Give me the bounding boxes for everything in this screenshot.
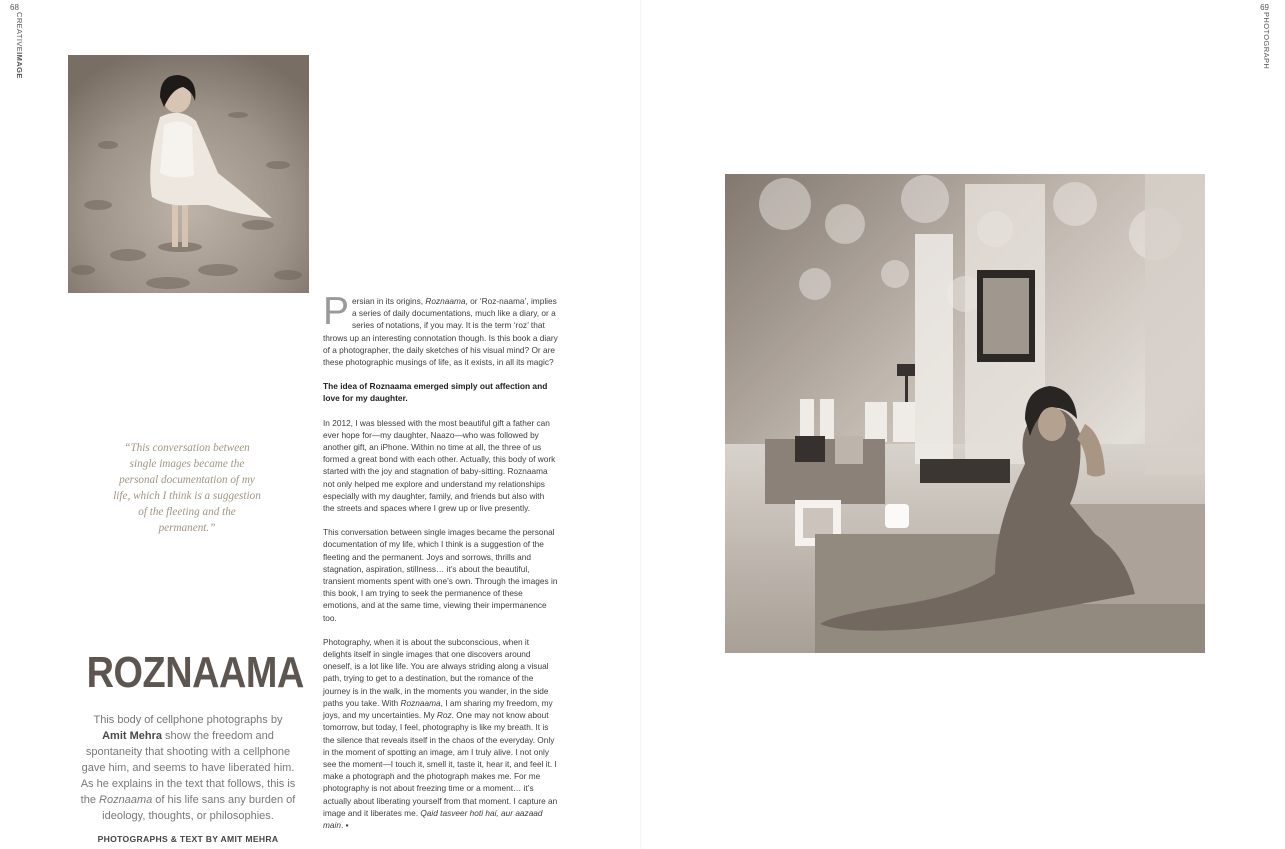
p4-text-c: , I am sharing my freedom, my joys, and my uncertainties. My — [323, 697, 553, 721]
article-body — [323, 290, 558, 843]
article-title: ROZNAAMA — [86, 648, 304, 697]
drop-cap: P — [323, 290, 350, 333]
article-deck — [80, 712, 296, 824]
p1-text-c: , or ‘Roz-naama’, implies a series of daily documentations, much like a diary, or a series of notations, if you may. It is the term ‘roz’ that throws up an interesting connotation though. Is this book a diary of a photographer, the daily sketches of his visual mind? Or are these photographic musings of life, as it exists, in all its magic? — [323, 296, 558, 368]
page-number-left: 68 — [10, 3, 19, 12]
pull-quote: “This conversation between single images became the personal documentation of my life, which I think is a suggestion of the fleeting and the permanent.” — [113, 442, 261, 534]
p4-text-d: Roz — [436, 710, 452, 721]
deck-part-3: of his life sans any burden of ideology, thoughts, or philosophies. — [102, 794, 296, 822]
woman-on-sofa-interior-photo — [725, 174, 1205, 653]
section-label-regular: CREATIVE — [15, 12, 24, 53]
body-paragraph-4 — [323, 636, 558, 831]
p4-text-g: . ▪ — [340, 819, 349, 830]
girl-on-beach-photo — [68, 55, 309, 293]
body-paragraph-1 — [323, 290, 558, 368]
deck-book: Roznaama — [99, 794, 153, 806]
page-number-right: 69 — [1260, 3, 1269, 12]
deck-part-1: This body of cellphone photographs by — [93, 714, 283, 726]
section-label-bold: IMAGE — [15, 52, 24, 79]
section-label-left — [15, 12, 24, 79]
deck-author: Amit Mehra — [102, 730, 162, 742]
p4-text-b: Roznaama — [400, 697, 441, 708]
body-paragraph-3: This conversation between single images became the personal documentation of my life, which I think is a suggestion of the fleeting and the permanent. Joys and sorrows, thrills and stagnation, aspiration, stillness… it’s about the beautiful, transient moments spent with one’s own. Through the images in this book, I am trying to seek the permanence of these emotions, and at the same time, viewing their impermanence too. — [323, 527, 558, 623]
p1-text-a: ersian in its origins, — [352, 296, 426, 306]
p1-text-b: Roznaama — [425, 296, 466, 306]
body-paragraph-2: In 2012, I was blessed with the most beautiful gift a father can ever hope for—my daughter, Naazo—who was followed by another gift, an iPhone. Within no time at all, the three of us formed a great bond with each other. Actually, this body of work started with the joy and stagnation of baby-sitting. Roznaama not only helped me explore and understand my relationships especially with my daughter, family, and friends but also with the streets and spaces where I grew up or live presently. — [323, 417, 556, 514]
byline-credit: PHOTOGRAPHS & TEXT BY AMIT MEHRA — [97, 834, 279, 844]
p4-text-a: Photography, when it is about the subconscious, when it delights itself in single images that one discovers around oneself, is a lot like life. You are always striding along a visual path, trying to get to a destination, but the romance of the journey is in the walk, in the moments you wander, in the side paths you take. With — [323, 636, 549, 708]
p4-text-f: Qaid tasveer hoti hai, aur aazaad main — [323, 807, 543, 830]
deck-part-2: show the freedom and spontaneity that shooting with a cellphone gave him, and seems to have liberated him. As he explains in the text that follows, this is the — [80, 730, 296, 806]
lead-paragraph: The idea of Roznaama emerged simply out affection and love for my daughter. — [323, 381, 548, 404]
p4-text-e: . One may not know about tomorrow, but today, I feel, photography is like my breath. It is the silence that reveals itself in the chaos of the everyday. Only in the moment of spotting an image, am I truly alive. I not only see the moment—I touch it, smell it, taste it, hear it, and feel it. I make a photograph and the photograph makes me. For me photography is not about freezing time or a moment… it’s actually about liberating yourself from that moment. I capture an image and it liberates me. — [323, 710, 558, 818]
section-label-right: PHOTOGRAPH — [1262, 12, 1271, 70]
left-page — [0, 0, 642, 849]
